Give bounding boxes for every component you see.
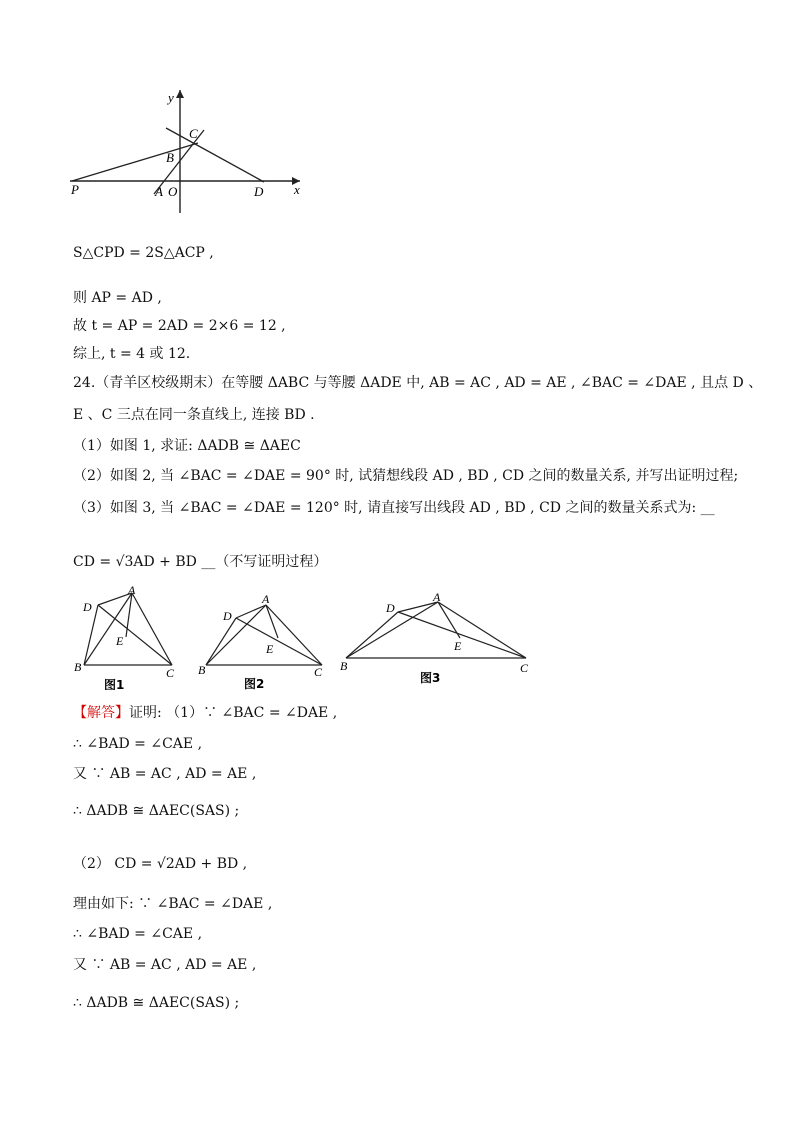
question-part-1: （1）如图 1, 求证: ΔADB ≅ ΔAEC (73, 438, 301, 454)
figure-1 (72, 585, 187, 690)
answer-tag: 【解答】 (73, 705, 129, 721)
coordinate-figure (68, 88, 318, 213)
fig3-label-d: D (386, 601, 395, 615)
fig2-label-e: E (266, 642, 274, 656)
fig2-caption: 图2 (244, 677, 265, 690)
solution-line-2: 故 t = AP = 2AD = 2×6 = 12 , (73, 318, 286, 334)
answer-step-5: （2） CD = √2AD + BD , (73, 856, 248, 872)
fig3-label-b: B (340, 659, 348, 673)
solution-line-3: 综上, t = 4 或 12. (73, 346, 191, 362)
answer-step-9: ∴ ΔADB ≅ ΔAEC(SAS) ; (73, 995, 240, 1011)
point-d-label: D (254, 184, 264, 199)
solution-line-1: 则 AP = AD , (73, 290, 162, 306)
question-intro: 24.（青羊区校级期末）在等腰 ΔABC 与等腰 ΔADE 中, AB = AC , AD = AE , ∠BAC = ∠DAE , 且点 D 、 (73, 375, 763, 391)
area-relation: S△CPD = 2S△ACP , (73, 245, 214, 261)
fig1-label-d: D (83, 600, 92, 614)
answer-line-1 (73, 704, 337, 722)
fig1-label-c: C (166, 666, 175, 680)
answer-step-8: 又 ∵ AB = AC , AD = AE , (73, 957, 257, 973)
point-a-label: A (155, 184, 163, 199)
fig1-caption: 图1 (104, 678, 125, 690)
fig2-label-b: B (198, 663, 206, 677)
point-c-label: C (189, 126, 198, 141)
question-part-2: （2）如图 2, 当 ∠BAC = ∠DAE = 90° 时, 试猜想线段 AD , BD , CD 之间的数量关系, 并写出证明过程; (73, 468, 739, 484)
answer-step-1: 证明: （1）∵ ∠BAC = ∠DAE , (129, 705, 338, 721)
y-axis-label: y (168, 90, 174, 105)
answer-step-6: 理由如下: ∵ ∠BAC = ∠DAE , (73, 896, 273, 912)
answer-step-3: 又 ∵ AB = AC , AD = AE , (73, 766, 257, 782)
x-axis-label: x (294, 182, 300, 197)
fig1-label-e: E (116, 634, 124, 648)
fig3-caption: 图3 (420, 671, 441, 685)
fig3-label-a: A (433, 590, 441, 604)
answer-step-2: ∴ ∠BAD = ∠CAE , (73, 736, 203, 752)
point-b-label: B (166, 150, 174, 165)
fig3-label-e: E (454, 639, 462, 653)
question-part-3: （3）如图 3, 当 ∠BAC = ∠DAE = 120° 时, 请直接写出线段 AD , BD , CD 之间的数量关系式为: __ (73, 500, 715, 516)
answer-step-7: ∴ ∠BAD = ∠CAE , (73, 926, 203, 942)
fig1-label-a: A (128, 585, 136, 597)
fig3-label-c: C (520, 661, 529, 675)
point-p-label: P (71, 182, 79, 197)
fig2-label-a: A (262, 592, 270, 606)
origin-label: O (168, 184, 178, 199)
question-part-3-answer: CD = √3AD + BD __（不写证明过程） (73, 554, 328, 570)
figure-3 (338, 590, 538, 690)
fig2-label-c: C (314, 665, 323, 679)
answer-step-4: ∴ ΔADB ≅ ΔAEC(SAS) ; (73, 803, 240, 819)
fig2-label-d: D (223, 609, 232, 623)
fig1-label-b: B (74, 660, 82, 674)
question-intro-2: E 、C 三点在同一条直线上, 连接 BD . (73, 407, 315, 423)
figure-2 (196, 590, 331, 690)
